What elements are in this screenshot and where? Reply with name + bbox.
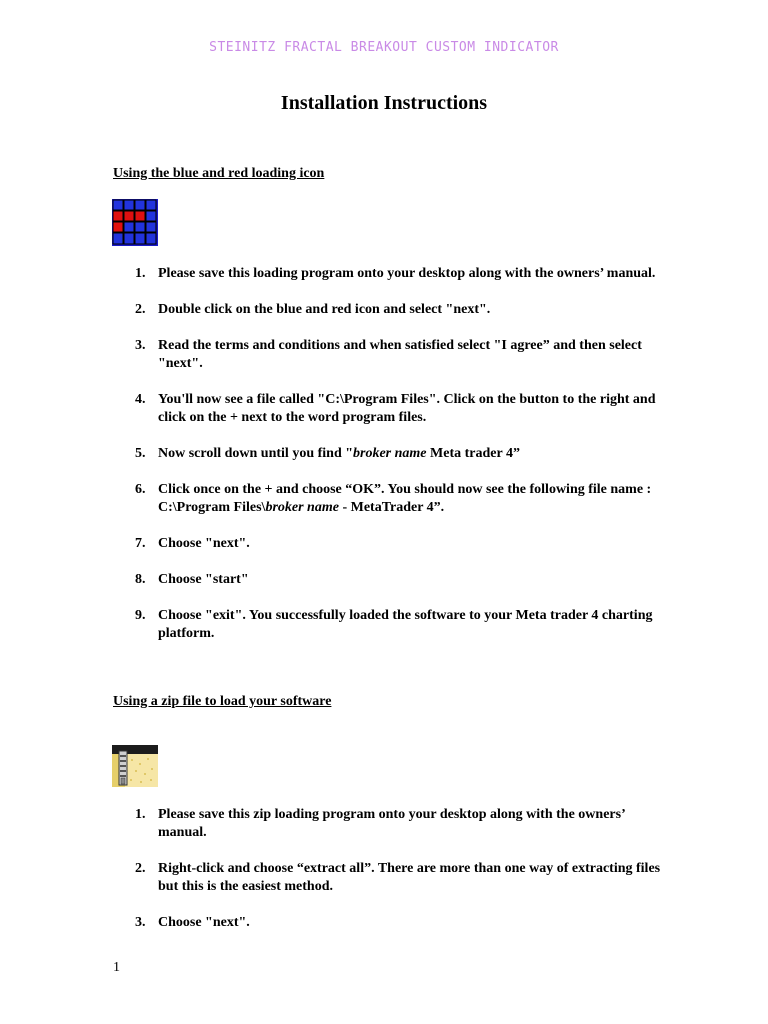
list-item: 6. Click once on the + and choose “OK”. You should now see the following file name : C:\Program Files\broker name - MetaTrader 4”. [135, 482, 652, 515]
blue-red-grid-icon [112, 199, 158, 246]
list-item: 2. Double click on the blue and red icon and select "next". [135, 302, 491, 317]
list-item: 3. Choose "next". [135, 915, 250, 930]
zip-archive-icon [112, 745, 158, 787]
document-header: STEINITZ FRACTAL BREAKOUT CUSTOM INDICATOR [209, 40, 559, 55]
list-item: 8. Choose "start" [135, 572, 249, 587]
page-number: 1 [113, 960, 120, 975]
list-item: 1. Please save this loading program onto your desktop along with the owners’ manual. [135, 266, 656, 281]
list-item: 3. Read the terms and conditions and when satisfied select "I agree” and then select "next". [135, 338, 642, 371]
zip-file-steps [113, 806, 673, 950]
page-title: Installation Instructions [280, 92, 488, 114]
list-item: 1. Please save this zip loading program onto your desktop along with the owners’ manual. [135, 807, 625, 840]
section-heading-loading-icon: Using the blue and red loading icon [113, 166, 325, 181]
list-item: 9. Choose "exit". You successfully loaded the software to your Meta trader 4 charting platform. [135, 608, 653, 641]
list-item: 2. Right-click and choose “extract all”. There are more than one way of extracting files but this is the easiest method. [135, 861, 661, 894]
loading-icon-steps [113, 265, 673, 661]
section-heading-zip-file: Using a zip file to load your software [113, 694, 332, 709]
list-item: 5. Now scroll down until you find "broker name Meta trader 4” [135, 446, 520, 461]
list-item: 7. Choose "next". [135, 536, 250, 551]
list-item: 4. You'll now see a file called "C:\Program Files". Click on the button to the right and click on the + next to the word program files. [135, 392, 656, 425]
